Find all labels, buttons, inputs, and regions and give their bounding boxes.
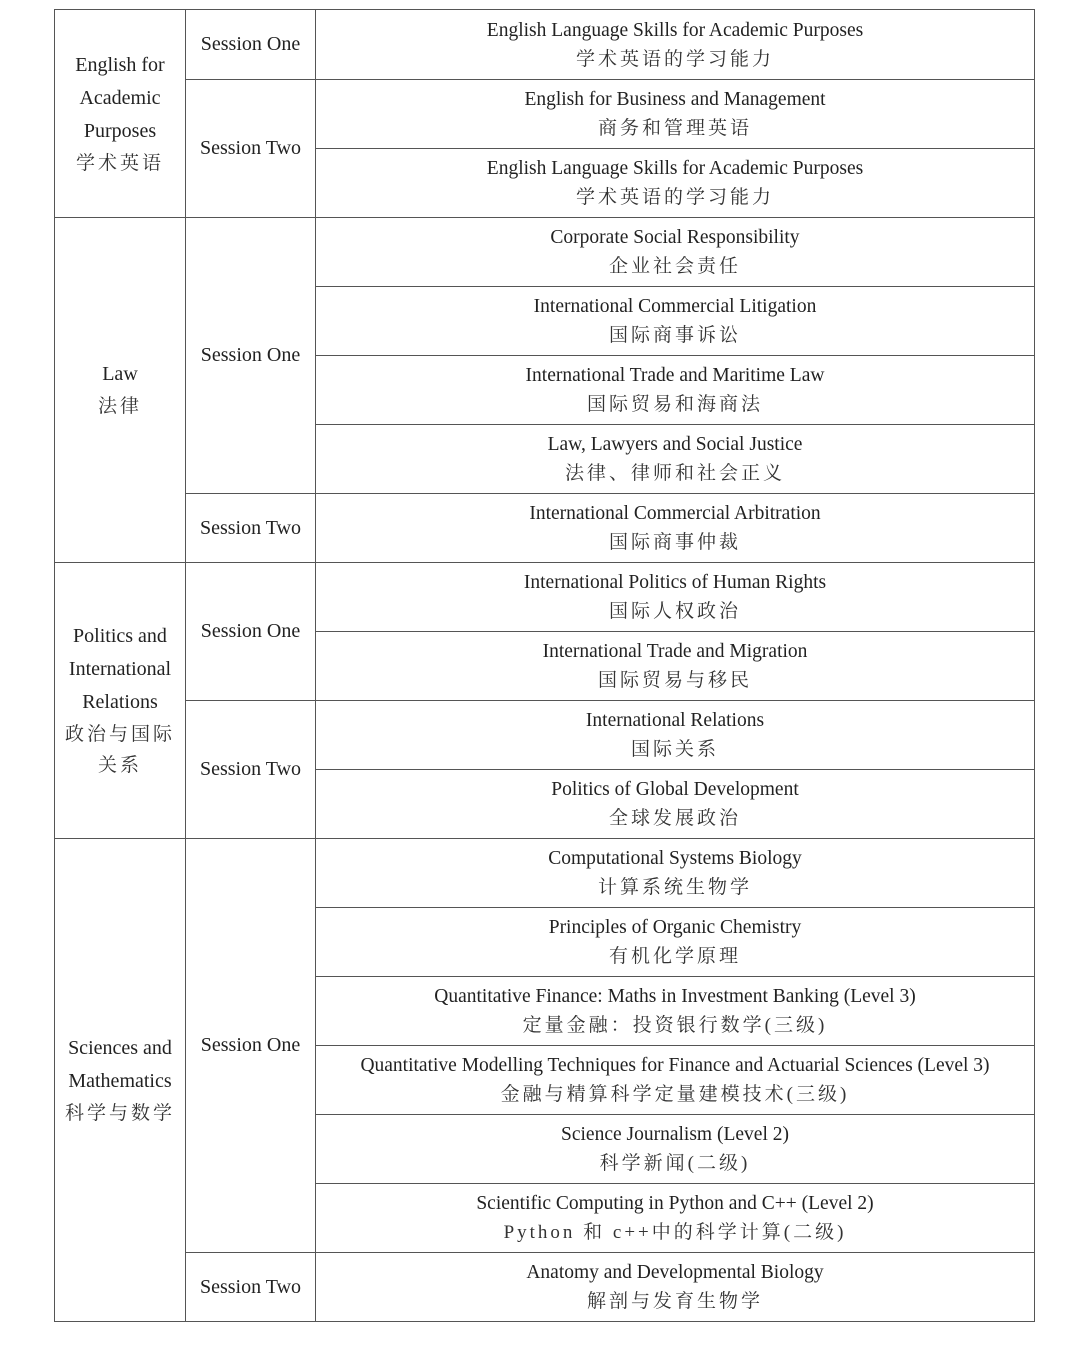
course-cell xyxy=(316,218,1035,287)
subject-name-zh: 政治与国际 xyxy=(64,724,175,745)
course-cell xyxy=(316,563,1035,632)
course-cell xyxy=(316,1253,1035,1322)
subject-name-en: Relations xyxy=(82,691,158,713)
course-title-zh: 解剖与发育生物学 xyxy=(586,1291,763,1312)
session-cell: Session One xyxy=(186,10,316,80)
course-cell xyxy=(316,977,1035,1046)
table-row xyxy=(55,218,1035,287)
table-row xyxy=(55,1253,1035,1322)
course-cell xyxy=(316,149,1035,218)
subject-cell xyxy=(55,218,186,563)
session-cell: Session One xyxy=(186,839,316,1253)
subject-name-en: Sciences and xyxy=(68,1036,172,1059)
course-title-zh: 科学新闻(二级) xyxy=(599,1153,751,1174)
course-title-zh: 国际商事仲裁 xyxy=(608,532,741,553)
course-cell xyxy=(316,701,1035,770)
course-title-en: International Commercial Arbitration xyxy=(529,503,821,524)
course-title-en: Politics of Global Development xyxy=(551,779,799,800)
course-title-zh: 法律、律师和社会正义 xyxy=(564,463,785,484)
session-cell: Session One xyxy=(186,218,316,494)
course-title-zh: 企业社会责任 xyxy=(608,256,741,277)
course-title-zh: 学术英语的学习能力 xyxy=(575,48,774,70)
table-row xyxy=(55,494,1035,563)
course-title-zh: 国际贸易与移民 xyxy=(597,670,752,691)
course-table-body xyxy=(55,10,1035,1322)
course-title-zh: 商务和管理英语 xyxy=(597,118,752,139)
course-cell xyxy=(316,1115,1035,1184)
course-title-en: English for Business and Management xyxy=(524,89,826,110)
course-title-zh: 国际商事诉讼 xyxy=(608,325,741,346)
subject-cell xyxy=(55,563,186,839)
course-cell xyxy=(316,1184,1035,1253)
subject-cell xyxy=(55,10,186,218)
course-cell xyxy=(316,770,1035,839)
course-title-en: Anatomy and Developmental Biology xyxy=(526,1262,824,1283)
course-cell xyxy=(316,1046,1035,1115)
course-title-zh: 学术英语的学习能力 xyxy=(575,187,774,208)
course-title-zh: 全球发展政治 xyxy=(608,808,741,829)
subject-name-en: Mathematics xyxy=(68,1069,172,1092)
subject-name-en: English for xyxy=(75,53,165,76)
course-title-en: Principles of Organic Chemistry xyxy=(548,917,802,938)
session-cell: Session Two xyxy=(186,1253,316,1322)
session-cell: Session One xyxy=(186,563,316,701)
subject-name-zh: 科学与数学 xyxy=(64,1102,175,1124)
subject-name-en: Law xyxy=(102,363,138,385)
table-row xyxy=(55,839,1035,908)
course-title-en: International Politics of Human Rights xyxy=(523,572,827,593)
course-title-en: International Trade and Maritime Law xyxy=(525,365,825,386)
table-row xyxy=(55,563,1035,632)
course-cell xyxy=(316,425,1035,494)
course-title-zh: 有机化学原理 xyxy=(608,946,741,967)
course-title-en: Corporate Social Responsibility xyxy=(550,227,800,248)
session-cell: Session Two xyxy=(186,80,316,218)
course-title-en: Scientific Computing in Python and C++ (Level 2) xyxy=(476,1193,874,1214)
course-title-zh: Python 和 c++中的科学计算(二级) xyxy=(503,1222,847,1243)
subject-name-en: Purposes xyxy=(83,119,157,142)
course-cell xyxy=(316,287,1035,356)
subject-name-zh: 关系 xyxy=(97,755,142,776)
course-title-en: Quantitative Modelling Techniques for Finance and Actuarial Sciences (Level 3) xyxy=(360,1055,990,1076)
course-title-zh: 金融与精算科学定量建模技术(三级) xyxy=(500,1084,850,1105)
course-cell xyxy=(316,10,1035,80)
table-row xyxy=(55,80,1035,149)
course-title-en: Science Journalism (Level 2) xyxy=(561,1124,789,1145)
course-title-en: English Language Skills for Academic Purposes xyxy=(486,19,864,41)
session-cell: Session Two xyxy=(186,494,316,563)
course-cell xyxy=(316,356,1035,425)
course-title-en: English Language Skills for Academic Purposes xyxy=(486,158,864,179)
subject-name-zh: 学术英语 xyxy=(75,152,164,174)
subject-name-en: International xyxy=(68,658,172,680)
table-row xyxy=(55,701,1035,770)
course-title-en: Quantitative Finance: Maths in Investment Banking (Level 3) xyxy=(434,986,916,1007)
course-title-en: Law, Lawyers and Social Justice xyxy=(547,434,803,455)
course-title-zh: 国际关系 xyxy=(630,739,719,760)
subject-name-en: Politics and xyxy=(73,625,167,647)
course-cell xyxy=(316,839,1035,908)
course-cell xyxy=(316,80,1035,149)
course-cell xyxy=(316,632,1035,701)
course-title-en: International Relations xyxy=(585,710,765,731)
course-title-en: Computational Systems Biology xyxy=(548,848,802,869)
table-row xyxy=(55,10,1035,80)
course-table xyxy=(54,9,1035,1322)
course-cell xyxy=(316,908,1035,977)
course-title-en: International Trade and Migration xyxy=(542,641,808,662)
session-cell: Session Two xyxy=(186,701,316,839)
subject-name-zh: 法律 xyxy=(97,396,142,417)
course-title-zh: 计算系统生物学 xyxy=(597,877,752,898)
subject-name-en: Academic xyxy=(79,86,161,109)
subject-cell xyxy=(55,839,186,1322)
course-cell xyxy=(316,494,1035,563)
course-title-en: International Commercial Litigation xyxy=(533,296,817,317)
course-title-zh: 定量金融：投资银行数学(三级) xyxy=(522,1015,828,1036)
course-title-zh: 国际贸易和海商法 xyxy=(586,394,763,415)
course-title-zh: 国际人权政治 xyxy=(608,601,741,622)
